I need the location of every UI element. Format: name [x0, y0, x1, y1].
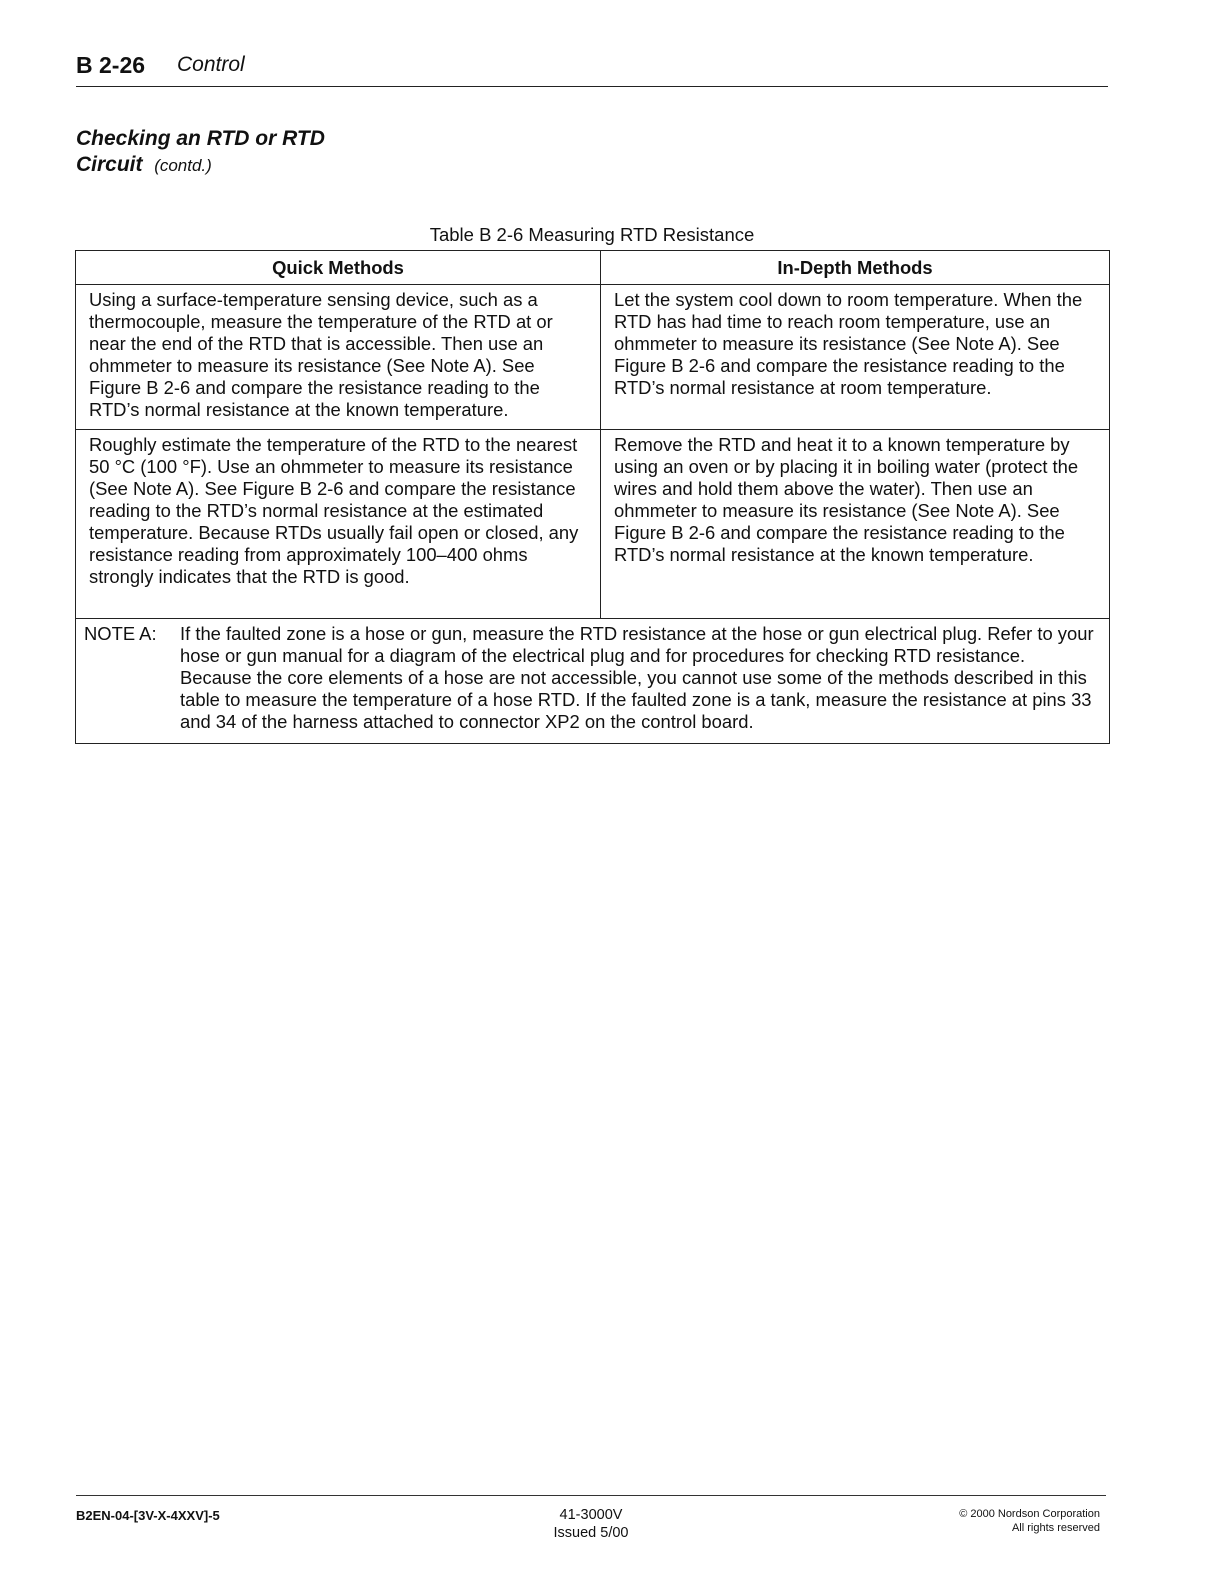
- rtd-methods-table: [75, 250, 1110, 744]
- copyright-block: [959, 1507, 1100, 1535]
- rights-reserved: All rights reserved: [1011, 1522, 1100, 1534]
- note-label: NOTE A:: [84, 623, 157, 644]
- section-title-circuit: Circuit: [76, 153, 143, 176]
- document-code: B2EN-04-[3V-X-4XXV]-5: [76, 1508, 220, 1523]
- table-row: [76, 430, 1110, 619]
- part-info: [496, 1506, 686, 1542]
- section-title: [76, 126, 325, 179]
- note-row: [76, 619, 1110, 744]
- note-text: If the faulted zone is a hose or gun, measure the RTD resistance at the hose or gun electrical plug. Refer to your hose or gun manual for a diagram of the electrical plug and for procedures for checking RTD resistance. Because the core elements of a hose are not accessible, you cannot use some of the methods described in this table to measure the temperature of a hose RTD. If the faulted zone is a tank, measure the resistance at pins 33 and 34 of the harness attached to connector XP2 on the control board.: [180, 623, 1094, 732]
- quick-method-cell: Using a surface-temperature sensing device, such as a thermocouple, measure the temperature of the RTD at or near the end of the RTD that is accessible. Then use an ohmmeter to measure its resistance (See Note A). See Figure B 2-6 and compare the resistance reading to the RTD’s normal resistance at the known temperature.: [76, 285, 601, 430]
- page-number: B 2-26: [76, 52, 146, 78]
- part-number: 41-3000V: [559, 1507, 623, 1523]
- page-footer: [76, 1495, 1106, 1556]
- section-title-line1: Checking an RTD or RTD: [76, 127, 325, 150]
- copyright: © 2000 Nordson Corporation: [959, 1508, 1100, 1520]
- issue-date: Issued 5/00: [553, 1525, 629, 1541]
- table-row: [76, 285, 1110, 430]
- page-header: [76, 50, 1108, 87]
- table-header-row: [76, 251, 1110, 285]
- section-title-contd: (contd.): [154, 156, 212, 175]
- column-header-in-depth: In-Depth Methods: [601, 251, 1110, 285]
- column-header-quick: Quick Methods: [76, 251, 601, 285]
- in-depth-method-cell: Let the system cool down to room temperature. When the RTD has had time to reach room temperature, use an ohmmeter to measure its resistance (See Note A). See Figure B 2-6 and compare the resistance reading to the RTD’s normal resistance at room temperature.: [601, 285, 1110, 430]
- section-name: Control: [177, 53, 245, 76]
- in-depth-method-cell: Remove the RTD and heat it to a known temperature by using an oven or by placing it in boiling water (protect the wires and hold them above the water). Then use an ohmmeter to measure its resistance (See Note A). See Figure B 2-6 and compare the resistance reading to the RTD’s normal resistance at the known temperature.: [601, 430, 1110, 619]
- section-title-line2: [76, 152, 325, 179]
- quick-method-cell: Roughly estimate the temperature of the RTD to the nearest 50 °C (100 °F). Use an ohmmeter to measure its resistance (See Note A). See Figure B 2-6 and compare the resistance reading to the RTD’s normal resistance at the estimated temperature. Because RTDs usually fail open or closed, any resistance reading from approximately 100–400 ohms strongly indicates that the RTD is good.: [76, 430, 601, 619]
- note-cell: [76, 619, 1110, 744]
- table-caption: Table B 2-6 Measuring RTD Resistance: [429, 224, 755, 245]
